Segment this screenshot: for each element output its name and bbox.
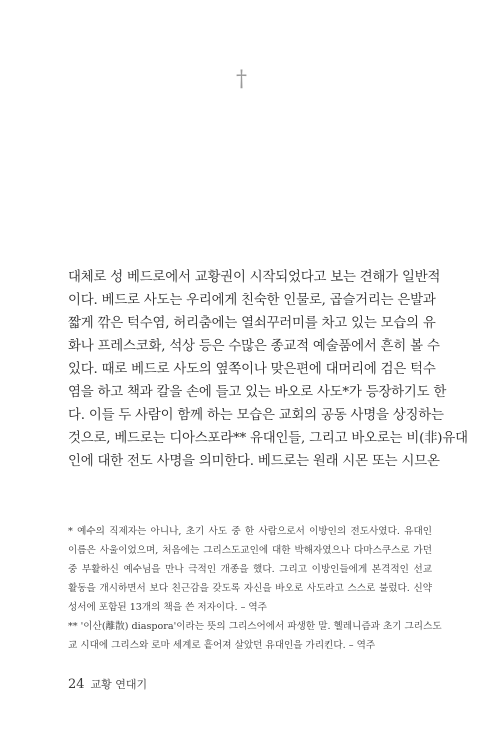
body-text [68, 266, 468, 473]
footnote-line: 이름은 사울이었으며, 처음에는 그리스도교인에 대한 박해자였으나 다마스쿠스로 가던 [68, 545, 432, 556]
footnote-line: * 예수의 직제자는 아니나, 초기 사도 중 한 사람으로서 이방인의 전도사였다. 유대인 [68, 526, 432, 537]
body-line: 이다. 베드로 사도는 우리에게 친숙한 인물로, 곱슬거리는 은발과 [68, 293, 436, 308]
footnote-line: 성서에 포함된 13개의 책을 쓴 저자이다. – 역주 [68, 602, 267, 613]
footnote-line: 중 부활하신 예수님을 만나 극적인 개종을 했다. 그리고 이방인들에게 본격적인 선교 [68, 564, 432, 575]
footnote-line: 교 시대에 그리스와 로마 세계로 흩어져 살았던 유대인을 가리킨다. – 역주 [68, 640, 376, 651]
body-line: 염을 하고 책과 칼을 손에 들고 있는 바오로 사도*가 등장하기도 한 [68, 385, 447, 400]
footnote-line: ** '이산(離散) diaspora'이라는 뜻의 그리스어에서 파생한 말. 헬레니즘과 초기 그리스도 [68, 621, 442, 632]
running-title: 교황 연대기 [90, 678, 148, 691]
page-number: 24 [68, 677, 85, 692]
body-line: 것으로, 베드로는 디아스포라** 유대인들, 그리고 바오로는 비(非)유대 [68, 431, 468, 446]
body-line: 대체로 성 베드로에서 교황권이 시작되었다고 보는 견해가 일반적 [68, 270, 441, 285]
body-line: 있다. 때로 베드로 사도의 옆쪽이나 맞은편에 대머리에 검은 턱수 [68, 362, 436, 377]
body-line: 짧게 깎은 턱수염, 허리춤에는 열쇠꾸러미를 차고 있는 모습의 유 [68, 316, 436, 331]
body-line: 인에 대한 전도 사명을 의미한다. 베드로는 원래 시몬 또는 시므온 [68, 454, 440, 469]
page-footer [68, 676, 147, 692]
body-line: 다. 이들 두 사람이 함께 하는 모습은 교회의 공동 사명을 상징하는 [68, 408, 444, 423]
dagger-ornament-icon: † [236, 67, 247, 92]
footnotes [68, 522, 442, 655]
footnote-line: 활동을 개시하면서 보다 친근감을 갖도록 자신을 바오로 사도라고 스스로 불렀다. 신약 [68, 583, 432, 594]
body-line: 화나 프레스코화, 석상 등은 수많은 종교적 예술품에서 흔히 볼 수 [68, 339, 440, 354]
